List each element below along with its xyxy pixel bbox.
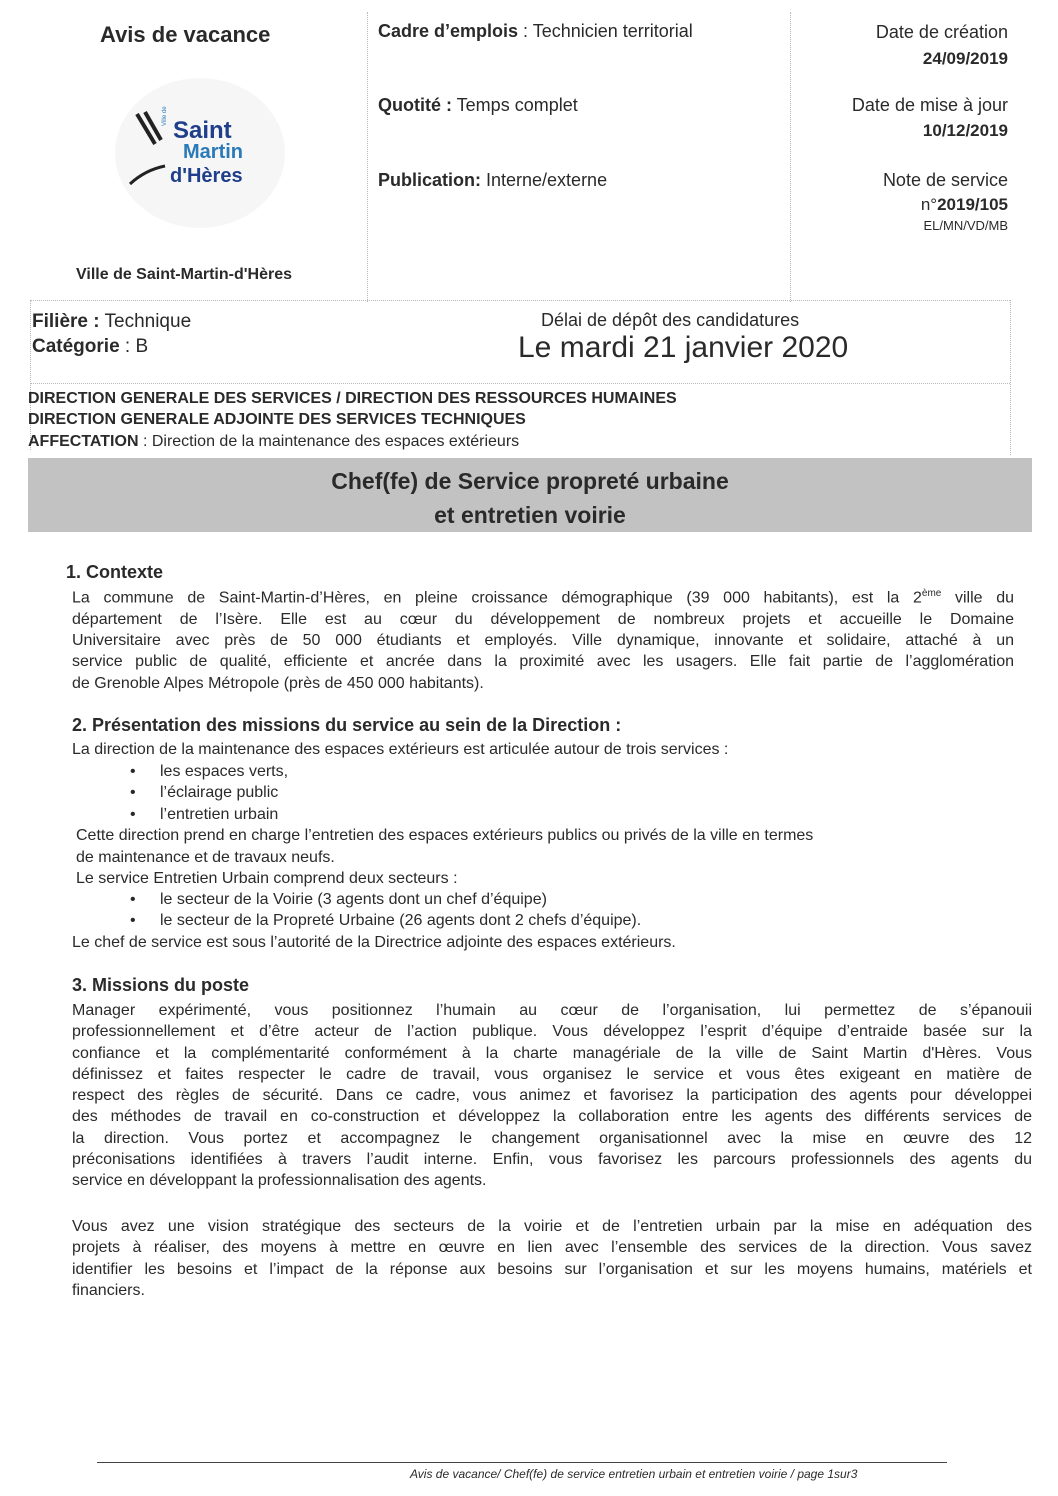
section-body <box>72 583 1014 694</box>
bullet-list <box>130 761 289 825</box>
paragraph-line: des méthodes de travail en co-construction et développez la collaboration entre les agents des différents services de <box>72 1108 1032 1126</box>
publication <box>378 170 607 191</box>
list-item: • le secteur de la Voirie (3 agents dont un chef d’équipe) <box>130 891 547 908</box>
quotite <box>378 95 578 116</box>
divider <box>30 300 1010 301</box>
paragraph-line: professionnellement et d’être acteur de l’action publique. Vous développez l’esprit d’équipe d’entraide basée sur la <box>72 1023 1032 1041</box>
affectation <box>28 433 519 451</box>
job-title-line: Chef(fe) de Service propreté urbaine <box>331 468 729 494</box>
paragraph-line: confiance et la complémentarité conformément à la charte managériale de la ville de Saint Martin d'Hères. Vous <box>72 1044 1032 1062</box>
list-item: • le secteur de la Propreté Urbaine (26 agents dont 2 chefs d’équipe). <box>130 912 642 930</box>
paragraph-line: La direction de la maintenance des espaces extérieurs est articulée autour de trois services : <box>72 741 729 758</box>
date-creation-value: 24/09/2019 <box>922 49 1008 68</box>
section-heading: 3. Missions du poste <box>72 975 250 995</box>
categorie-label: Catégorie <box>32 336 120 357</box>
paragraph-line: de Grenoble Alpes Métropole (près de 450 000 habitants). <box>72 674 484 692</box>
direction-line: DIRECTION GENERALE ADJOINTE DES SERVICES TECHNIQUES <box>28 411 526 428</box>
list-item: • l’entretien urbain <box>130 805 279 823</box>
paragraph-line: Le service Entretien Urbain comprend deux secteurs : <box>76 870 458 887</box>
paragraph-line: service public de qualité, efficiente et ancrée dans la proximité avec les usagers. Elle fait partie de l’agglomération <box>72 653 1014 671</box>
note-ref: EL/MN/VD/MB <box>923 218 1008 233</box>
divider <box>790 12 791 302</box>
paragraph-line: service en développant la professionnalisation des agents. <box>72 1172 487 1190</box>
job-title-banner <box>28 458 1032 532</box>
publication-label: Publication: <box>378 170 481 190</box>
paragraph-line: préconisations identifiées à travers l’audit interne. Enfin, vous favorisez les parcours professionnels des agents du <box>72 1151 1032 1169</box>
paragraph-line: Manager expérimenté, vous positionnez l’humain au cœur de l’organisation, lui permettez de s’épanouii <box>72 1002 1032 1019</box>
affectation-value: : Direction de la maintenance des espaces extérieurs <box>138 433 520 450</box>
note-label: Note de service <box>882 170 1008 190</box>
date-maj-label: Date de mise à jour <box>851 95 1008 115</box>
direction-line: DIRECTION GENERALE DES SERVICES / DIRECTION DES RESSOURCES HUMAINES <box>28 390 677 407</box>
note-prefix: n° <box>920 195 938 214</box>
paragraph-line: La commune de Saint-Martin-d’Hères, en pleine croissance démographique (39 000 habitants), est la 2ème ville du <box>72 588 1015 607</box>
paragraph-line: Le chef de service est sous l’autorité de la Directrice adjointe des espaces extérieurs. <box>72 934 676 951</box>
note-value: 2019/105 <box>937 195 1008 214</box>
city-name: Ville de Saint-Martin-d'Hères <box>76 266 293 283</box>
bullet-list <box>130 889 642 932</box>
paragraph-line: Cette direction prend en charge l’entretien des espaces extérieurs publics ou privés de la ville en termes <box>76 827 814 844</box>
delai-label: Délai de dépôt des candidatures <box>541 310 800 330</box>
paragraph-line: Universitaire avec près de 50 000 étudiants et employés. Ville dynamique, innovante et solidaire, attaché à un <box>72 631 1014 649</box>
section-heading: 2. Présentation des missions du service au sein de la Direction : <box>72 715 622 735</box>
divider <box>367 12 368 302</box>
city-logo <box>115 78 285 228</box>
logo-word: Martin <box>183 141 243 163</box>
paragraph-line: respect des règles de sécurité. Dans ce cadre, vous animez et favorisez la participation des agents pour développei <box>72 1087 1032 1105</box>
filiere <box>32 311 191 333</box>
cadre-emplois <box>378 21 693 42</box>
paragraph-line: identifier les besoins et l’impact de la réponse aux besoins sur l’organisation et sur les moyens humains, matériels et <box>72 1260 1032 1278</box>
paragraph-line: département de l’Isère. Elle est au cœur du développement de nombreux projets et accueille le Domaine <box>72 610 1014 628</box>
date-maj-value: 10/12/2019 <box>922 121 1008 140</box>
categorie <box>32 336 148 358</box>
list-item: • l’éclairage public <box>130 784 279 802</box>
logo-word: Saint <box>173 117 232 144</box>
section-heading: 1. Contexte <box>66 562 164 582</box>
section-body <box>72 1216 1032 1301</box>
list-item: • les espaces verts, <box>130 763 289 780</box>
cadre-label: Cadre d’emplois <box>378 21 519 41</box>
paragraph-line: Vous avez une vision stratégique des secteurs de la voirie et de l’entretien urbain par la mise en adéquation des <box>72 1218 1032 1235</box>
date-creation-label: Date de création <box>875 22 1008 42</box>
delai-date: Le mardi 21 janvier 2020 <box>518 331 849 364</box>
job-title-line: et entretien voirie <box>434 502 626 528</box>
divider <box>1010 300 1011 455</box>
paragraph-line: projets à réaliser, des moyens à mettre en œuvre en lien avec l’ensemble des services de la direction. Vous savez <box>72 1239 1032 1257</box>
paragraph-line: définissez et faites respecter le cadre de travail, vous organisez le service et vous êtes exigeant en matière de <box>72 1065 1032 1083</box>
cadre-value: : Technicien territorial <box>518 21 693 41</box>
logo-word: d'Hères <box>170 165 243 187</box>
logo-swoosh-icon <box>115 78 285 228</box>
section-body <box>72 1000 1032 1192</box>
paragraph-line: de maintenance et de travaux neufs. <box>76 849 335 866</box>
paragraph-line: financiers. <box>72 1281 145 1299</box>
categorie-value: : B <box>119 336 149 357</box>
page-footer: Avis de vacance/ Chef(fe) de service entretien urbain et entretien voirie / page 1sur3 <box>410 1467 858 1481</box>
publication-value: Interne/externe <box>481 170 608 190</box>
filiere-value: Technique <box>99 311 192 332</box>
quotite-value: Temps complet <box>452 95 578 115</box>
note-number <box>921 195 1008 215</box>
divider <box>30 383 1010 384</box>
filiere-label: Filière : <box>32 311 100 332</box>
logo-word: Ville de <box>162 106 168 126</box>
footer-rule <box>97 1462 947 1463</box>
paragraph-line: la direction. Vous portez et accompagnez le changement organisationnel avec la mise en œuvre des 12 <box>72 1129 1032 1147</box>
affectation-label: AFFECTATION <box>28 433 139 450</box>
page-title: Avis de vacance <box>100 22 271 47</box>
quotite-label: Quotité : <box>378 95 452 115</box>
